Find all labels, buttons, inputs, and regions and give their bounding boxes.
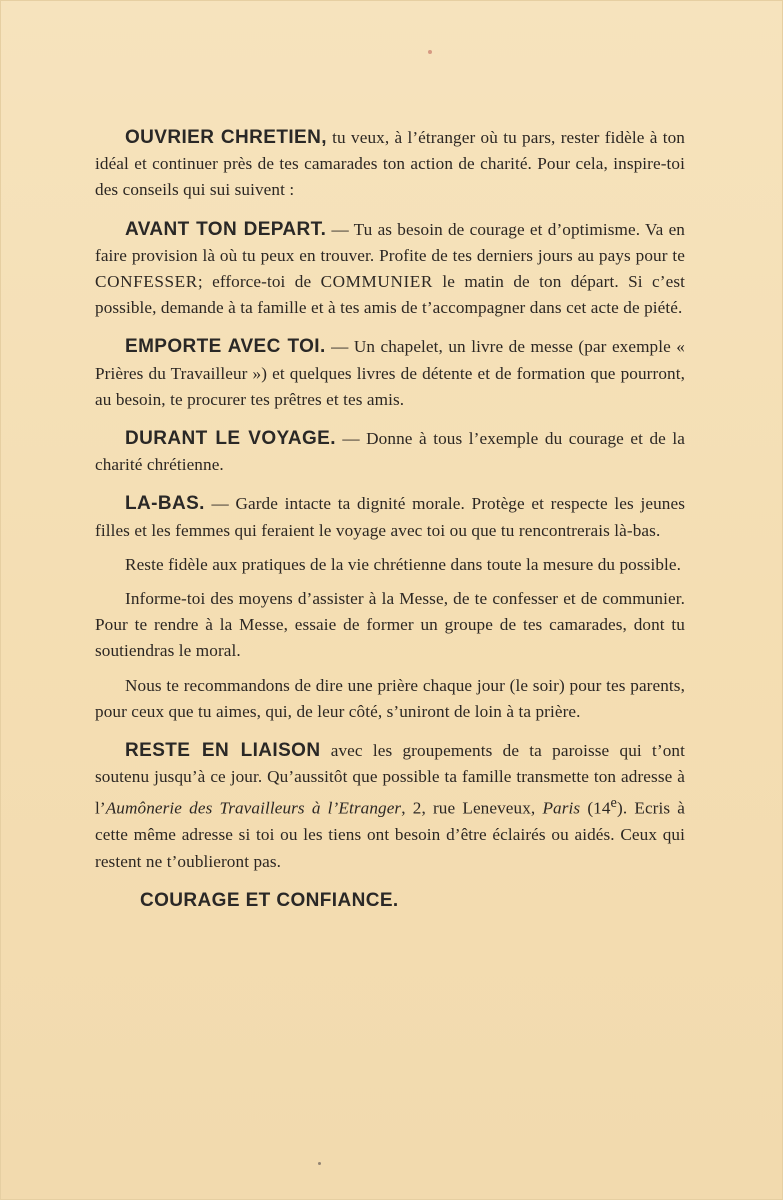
document-body	[95, 125, 685, 927]
paragraph-reste-en-liaison	[95, 738, 685, 875]
paper-speck	[318, 1162, 321, 1165]
paper-speck	[428, 50, 432, 54]
liaison-text-2: , 2, rue Leneveux,	[401, 799, 543, 819]
heading-reste-en-liaison: RESTE EN LIAISON	[125, 740, 321, 762]
avant-text-3: le matin de ton départ. Si c’est possible, demande à ta famille et à tes amis de t’accompagner dans cet acte de piété.	[95, 272, 685, 318]
heading-ouvrier-chretien: OUVRIER CHRETIEN,	[125, 127, 327, 148]
paragraph-la-bas	[95, 491, 685, 543]
heading-avant-ton-depart: AVANT TON DEPART.	[125, 218, 327, 240]
labas-text: — Garde intacte ta dignité morale. Protège et respecte les jeunes filles et les femmes qui feraient le voyage avec toi ou que tu rencontrerais là-bas.	[95, 494, 685, 540]
paragraph-closing	[95, 888, 685, 914]
word-communier: COMMUNIER	[320, 272, 433, 292]
paragraph-informe-toi: Informe-toi des moyens d’assister à la Messe, de te confesser et de communier. Pour te rendre à la Messe, essaie de former un groupe de tes camarades, dont tu soutiendras le moral.	[95, 589, 685, 661]
heading-emporte-avec-toi: EMPORTE AVEC TOI.	[125, 336, 326, 358]
intro-text: tu veux, à l’étranger où tu pars, rester fidèle à ton idéal et continuer près de tes camarades ton action de charité. Pour cela, inspire-toi des conseils qui sui suivent :	[95, 128, 685, 200]
heading-la-bas: LA-BAS.	[125, 493, 205, 515]
heading-durant-le-voyage: DURANT LE VOYAGE.	[125, 428, 336, 450]
liaison-text-4: ). Ecris à cette même adresse si toi ou les tiens ont besoin d’être éclairés ou aidés. Ceux qui restent ne t’oublieront pas.	[95, 799, 686, 871]
voyage-text: — Donne à tous l’exemple du courage et de la charité chrétienne.	[95, 429, 685, 475]
paragraph-reste-fidele: Reste fidèle aux pratiques de la vie chrétienne dans toute la mesure du possible.	[125, 554, 682, 574]
emporte-text: — Un chapelet, un livre de messe (par exemple « Prières du Travailleur ») et quelques livres de détente et de formation que pourront, au besoin, te procurer tes prêtres et tes amis.	[95, 337, 685, 409]
city-paris: Paris	[542, 799, 581, 819]
liaison-text-3: (14	[580, 799, 611, 819]
arrondissement-superscript: e	[610, 795, 617, 812]
liaison-text-1: avec les groupements de ta paroisse qui t’ont soutenu jusqu’à ce jour. Qu’aussitôt que possible ta famille transmette ton adresse à l’	[95, 741, 685, 819]
paragraph-avant-ton-depart	[95, 217, 685, 322]
paragraph-emporte-avec-toi	[95, 334, 685, 413]
word-confesser: CONFESSER	[95, 272, 198, 292]
paragraph-durant-le-voyage	[95, 426, 685, 478]
paragraph-priere: Nous te recommandons de dire une prière chaque jour (le soir) pour tes parents, pour ceux que tu aimes, qui, de leur côté, s’uniront de loin à ta prière.	[95, 675, 685, 721]
aumonerie-name: Aumônerie des Travailleurs à l’Etranger	[105, 799, 402, 819]
avant-text-2: ; efforce-toi de	[197, 272, 321, 292]
heading-courage-et-confiance: COURAGE ET CONFIANCE.	[140, 889, 399, 911]
avant-text-1: — Tu as besoin de courage et d’optimisme. Va en faire provision là où tu peux en trouver. Profite de tes derniers jours au pays pour te	[95, 219, 685, 265]
paragraph-intro	[95, 125, 685, 204]
